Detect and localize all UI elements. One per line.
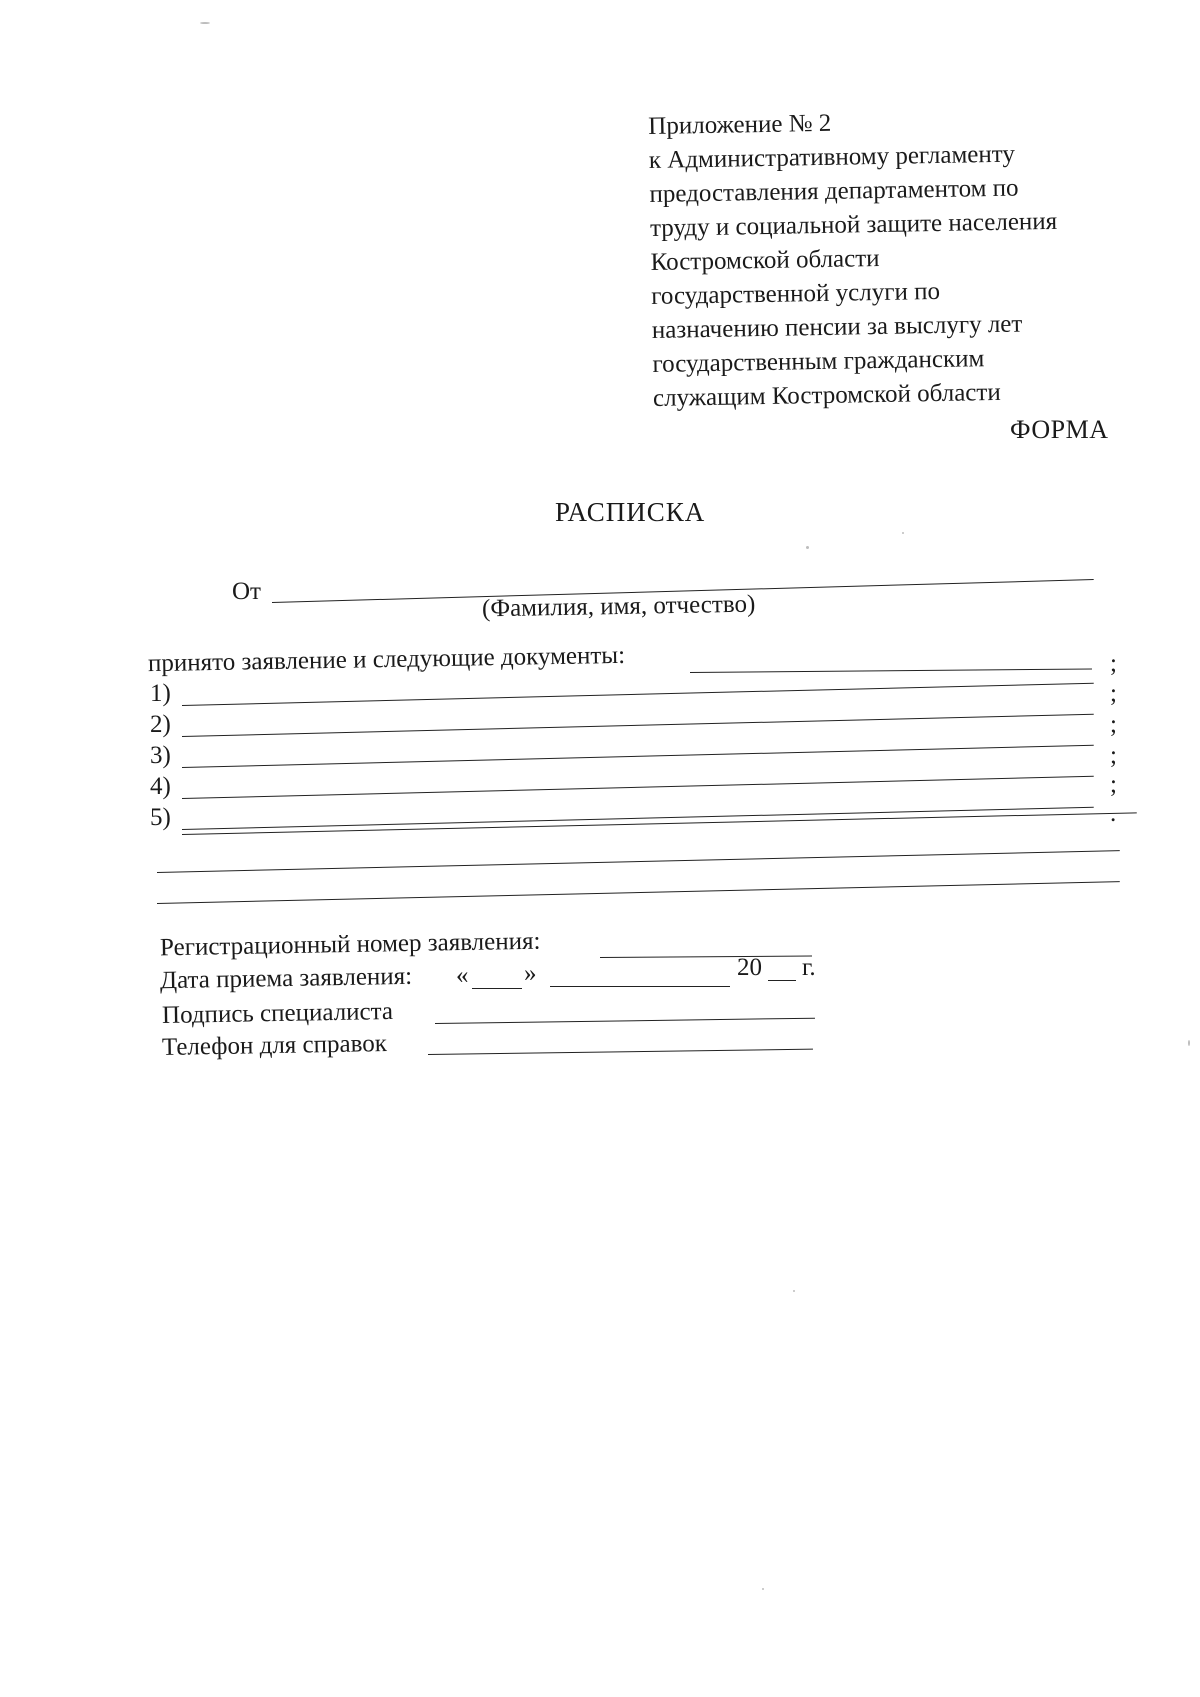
item-number: 5) — [150, 804, 171, 831]
scan-speck — [1188, 1040, 1190, 1046]
extra-field-line[interactable] — [157, 850, 1120, 873]
registration-number-label: Регистрационный номер заявления: — [159, 927, 541, 962]
appendix-line: труду и социальной защите населения — [649, 207, 1058, 242]
accepted-field-line[interactable] — [690, 668, 1092, 673]
line-end-mark: ; — [1110, 680, 1117, 707]
line-end-mark: . — [1110, 800, 1117, 827]
scan-speck — [200, 22, 210, 24]
scan-speck — [806, 546, 809, 549]
appendix-line: государственным гражданским — [652, 345, 985, 378]
scan-speck — [762, 1588, 764, 1590]
signature-label: Подпись специалиста — [161, 997, 394, 1030]
date-year-field[interactable] — [768, 980, 796, 981]
appendix-line: предоставления департаментом по — [649, 174, 1019, 208]
phone-field[interactable] — [428, 1049, 813, 1055]
date-quote-open: « — [456, 962, 469, 989]
extra-field-line[interactable] — [157, 881, 1120, 904]
item-field-line[interactable] — [182, 807, 1094, 830]
date-year-suffix: г. — [802, 954, 816, 981]
item-field-line[interactable] — [182, 745, 1094, 768]
accepted-documents-text: принято заявление и следующие документы: — [147, 641, 626, 678]
item-number: 1) — [150, 680, 171, 707]
appendix-note — [648, 102, 1133, 416]
appendix-line: к Административному регламенту — [648, 140, 1016, 174]
item-field-line[interactable] — [182, 812, 1137, 835]
phone-label: Телефон для справок — [161, 1030, 388, 1061]
date-month-field[interactable] — [550, 986, 730, 987]
date-day-field[interactable] — [472, 988, 522, 989]
date-label: Дата приема заявления: — [159, 962, 413, 995]
item-number: 2) — [150, 711, 171, 738]
appendix-line: назначению пенсии за выслугу лет — [651, 310, 1023, 344]
appendix-line: Костромской области — [650, 244, 880, 276]
item-field-line[interactable] — [182, 776, 1094, 799]
scan-speck — [902, 532, 904, 534]
form-label: ФОРМА — [1010, 415, 1109, 444]
scan-speck — [793, 1290, 795, 1292]
registration-number-field[interactable] — [600, 956, 812, 958]
date-year-prefix: 20 — [737, 954, 762, 981]
signature-field[interactable] — [435, 1018, 815, 1024]
appendix-line: государственной услуги по — [651, 277, 941, 310]
item-number: 3) — [150, 742, 171, 769]
line-end-mark: ; — [1110, 771, 1117, 798]
line-end-mark: ; — [1110, 650, 1117, 677]
from-label: От — [232, 578, 261, 605]
appendix-line: Приложение № 2 — [648, 109, 832, 140]
item-number: 4) — [150, 773, 171, 800]
name-hint: (Фамилия, имя, отчество) — [481, 590, 756, 623]
date-quote-close: » — [524, 960, 537, 987]
item-field-line[interactable] — [182, 714, 1094, 737]
item-field-line[interactable] — [182, 683, 1094, 706]
appendix-line: служащим Костромской области — [652, 378, 1001, 412]
line-end-mark: ; — [1110, 711, 1117, 738]
line-end-mark: ; — [1110, 742, 1117, 769]
document-title: РАСПИСКА — [555, 497, 706, 527]
